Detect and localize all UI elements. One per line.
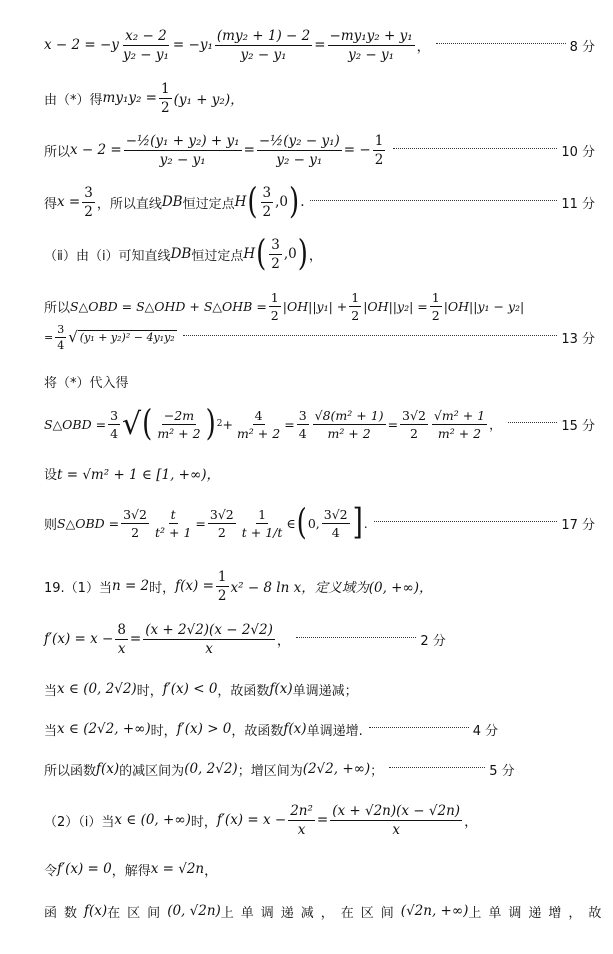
equation-line-1: x − 2 = −y $\frac{\text{x₂ − 2}}{\text{y₂ − y₁}}$ = −y₁ $\frac{\text{(my₂ + 1) − 2}}{\text{y₂ − y₁}}$ = $\frac{\text{−my₁y₂ + y₁}}{\text{y₂ − y₁}}$ ， 8 分 (44, 27, 595, 63)
leader-dots (296, 637, 416, 638)
expr: = (129, 631, 142, 647)
text: 得 (44, 196, 58, 212)
expr: (y₁ + y₂)， (173, 92, 244, 108)
expr: x ∈ (2√2, +∞) (57, 721, 151, 737)
fraction: $\frac{3√2}{2}$ (209, 506, 234, 540)
text: （ⅱ）由（ⅰ）可知直线 (44, 248, 171, 264)
equation-line-12 (44, 566, 595, 606)
expr: f(x) (269, 681, 293, 697)
fraction: $\frac{3√2}{2}$ (123, 506, 147, 540)
text: 令 (44, 863, 58, 879)
equation-line-13 (44, 614, 595, 664)
fraction: $\frac{\text{√m² + 1}}{\text{m² + 2}}$ (433, 407, 486, 441)
text: 恒过定点 (182, 196, 235, 212)
expr: |OH||y₁ − y₂| (443, 298, 525, 314)
equation-line-19 (44, 896, 609, 926)
text: 单调递增. (306, 723, 363, 739)
fraction: $\frac{(x + √2n)(x - √2n)}{x}$ (332, 802, 461, 838)
fraction: $\frac{4}{\text{m² + 2}}$ (236, 407, 281, 441)
fraction: $\frac{3}{2}$ (84, 184, 93, 220)
equation-line-2 (44, 80, 595, 116)
expr: x ∈ (0, +∞) (114, 812, 191, 828)
punct: ， (416, 39, 431, 55)
equation-line-15 (44, 716, 595, 742)
expr: f′(x) > 0 (176, 721, 232, 737)
text: ；增区间为 (237, 763, 303, 779)
text: 所以 (44, 300, 71, 316)
expr: = − (343, 142, 371, 158)
expr: = (284, 416, 295, 432)
fraction: $\frac{1}{2}$ (431, 289, 440, 323)
fraction: $\frac{1}{2}$ (161, 80, 170, 116)
punct: . (300, 194, 305, 210)
fraction: $\frac{\text{2n²}}{x}$ (290, 802, 313, 838)
expr: |OH||y₂| = (363, 298, 428, 314)
expr: t = √m² + 1 ∈ [1, +∞)， (57, 467, 220, 483)
leader-dots (436, 43, 565, 44)
score-mark: 17 分 (561, 517, 595, 533)
fraction: $\frac{1}{2}$ (374, 132, 384, 168)
expr: DB (161, 194, 183, 210)
equation-line-16 (44, 756, 595, 782)
expr: f′(x) = x − (216, 812, 287, 828)
expr: x − 2 = −y (44, 37, 119, 53)
expr: x ∈ (0, 2√2) (57, 681, 137, 697)
punct: ， (276, 633, 291, 649)
expr: (0, 2√2) (184, 761, 238, 777)
text: 时， (150, 723, 177, 739)
expr: ,0 (283, 246, 297, 262)
leader-dots (393, 148, 557, 149)
fraction: $\frac{3}{4}$ (298, 407, 307, 441)
expr: ∈ (286, 515, 296, 531)
text: 设 (44, 467, 58, 483)
expr: H (234, 194, 247, 210)
text: 19.（1）当 (44, 580, 112, 596)
equation-line-10 (44, 460, 595, 486)
expr: n = 2 (111, 578, 150, 594)
text: ； (370, 763, 384, 779)
expr: = (44, 330, 54, 344)
text: 上单调递增，故 (468, 905, 609, 921)
expr: f(x) = (175, 578, 214, 594)
leader-dots (369, 727, 469, 728)
fraction: $\frac{\text{(my₂ + 1) − 2}}{\text{y₂ − y₁}}$ (216, 27, 311, 63)
expr: f′(x) = 0 (57, 861, 112, 877)
text: 当 (44, 723, 58, 739)
expr: (√2n, +∞) (400, 903, 469, 919)
text: 由（*）得 (44, 92, 103, 108)
text: 时， (136, 683, 163, 699)
expr: f(x) (283, 721, 307, 737)
text: 的减区间为 (119, 763, 185, 779)
score-mark: 8 分 (569, 39, 595, 55)
equation-line-5: （ⅱ）由（ⅰ）可知直线 DB 恒过定点 H ( $\frac{3}{2}$ ,0 ) ， (44, 233, 323, 275)
leader-dots (389, 767, 485, 768)
score-mark: 5 分 (489, 763, 515, 779)
fraction: $\frac{\text{−my₁y₂ + y₁}}{\text{y₂ − y₁}}$ (329, 27, 413, 63)
text: 则 (44, 517, 58, 533)
expr: = (387, 416, 399, 432)
score-mark: 15 分 (561, 418, 595, 434)
equation-line-4: 得 x = $\frac{3}{2}$ ，所以直线 DB 恒过定点 H ( $\frac{3}{2}$ ,0 ) . 11 分 (44, 181, 595, 223)
expr: x − 2 = (70, 142, 122, 158)
equation-line-6 (44, 288, 595, 324)
fraction: $\frac{3}{2}$ (271, 236, 280, 272)
expr: f(x) (96, 761, 120, 777)
leader-dots (310, 200, 557, 201)
punct: ， (464, 814, 478, 830)
leader-dots (508, 422, 558, 423)
punct: ， (308, 248, 323, 264)
equation-line-9: S△OBD = $\frac{3}{4}$ √ ( $\frac{-2m}{\text{m² + 2}}$ ) 2 + $\frac{4}{\text{m² + 2}}$ = $\frac{3}{4}$ $\frac{\text{√8(m² + 1)}}{\text{m² + 2}}$ = $\frac{3√2}{2}$ $\frac{\text{√m² + 1}}{\text{m² + 2}}$ ， 15 分 (44, 403, 595, 445)
text: 当 (44, 683, 58, 699)
fraction: $\frac{-2m}{\text{m² + 2}}$ (157, 407, 201, 441)
expr: H (243, 246, 256, 262)
expr: = (195, 515, 206, 531)
expr: 0, (307, 515, 320, 531)
expr: x² − 8 ln x，定义域为(0, +∞)， (230, 580, 433, 596)
fraction: $\frac{3√2}{4}$ (323, 506, 348, 540)
fraction: $\frac{3}{2}$ (262, 184, 272, 220)
equation-line-18 (44, 856, 595, 882)
text: 单调递减； (292, 683, 358, 699)
fraction: $\frac{\text{−½(y₁ + y₂) + y₁}}{\text{y₂ − y₁}}$ (125, 132, 240, 168)
punct: . (363, 515, 368, 531)
text: 将（*）代入得 (44, 375, 129, 391)
fraction: $\frac{3}{4}$ (57, 322, 65, 352)
equation-line-3: 所以 x − 2 = $\frac{\text{−½(y₁ + y₂) + y₁}}{\text{y₂ − y₁}}$ = $\frac{\text{−½(y₂ − y₁)}}{\text{y₂ − y₁}}$ = − $\frac{1}{2}$ 10 分 (44, 132, 595, 168)
expr: = (316, 812, 329, 828)
expr: f(x) (84, 903, 108, 919)
expr: |OH||y₁| + (282, 298, 348, 314)
fraction: $\frac{\text{√8(m² + 1)}}{\text{m² + 2}}$ (314, 407, 384, 441)
expr: S△OBD = (57, 515, 120, 531)
expr: x = (57, 194, 81, 210)
text: 恒过定点 (191, 248, 244, 264)
text: 函数 (44, 905, 85, 921)
score-mark: 11 分 (561, 196, 595, 212)
equation-line-7: = $\frac{3}{4}$ √ (y₁ + y₂)² − 4y₁y₂ 13 分 (44, 322, 595, 352)
fraction: $\frac{3√2}{2}$ (402, 407, 426, 441)
fraction: $\frac{\text{−½(y₂ − y₁)}}{\text{y₂ − y₁}}$ (258, 132, 340, 168)
text: ，所以直线 (96, 196, 162, 212)
expr: f′(x) < 0 (162, 681, 218, 697)
text: 时， (190, 814, 217, 830)
fraction: $\frac{8}{x}$ (117, 621, 126, 657)
punct: ， (204, 863, 218, 879)
equation-line-11: 则 S△OBD = $\frac{3√2}{2}$ $\frac{t}{\text{t² + 1}}$ = $\frac{3√2}{2}$ $\frac{1}{t + 1/t}$ ∈ ( 0, $\frac{3√2}{4}$ ] . 17 分 (44, 502, 595, 544)
score-mark: 13 分 (561, 331, 595, 347)
expr: S△OBD = S△OHD + S△OHB = (70, 298, 267, 314)
text: ，解得 (111, 863, 151, 879)
expr: DB (170, 246, 192, 262)
expr: (0, √2n) (167, 903, 221, 919)
equation-line-17 (44, 796, 595, 844)
expr: + (222, 416, 233, 432)
text: 所以函数 (44, 763, 97, 779)
expr: my₁y₂ = (102, 90, 157, 106)
radical: (y₁ + y₂)² − 4y₁y₂ (79, 331, 175, 344)
text: ，故函数 (231, 723, 284, 739)
text: ，故函数 (217, 683, 270, 699)
expr: (2√2, +∞) (302, 761, 371, 777)
expr: f′(x) = x − (44, 631, 114, 647)
expr: = −y₁ (172, 37, 213, 53)
score-mark: 4 分 (472, 723, 499, 739)
leader-dots (183, 335, 558, 336)
text: 时， (149, 580, 176, 596)
text: （2）（ⅰ）当 (44, 814, 115, 830)
leader-dots (374, 521, 558, 522)
text-line-8 (44, 370, 595, 392)
equation-line-14 (44, 676, 595, 702)
text: 在区间 (107, 905, 168, 921)
text: 上单调递减，在区间 (220, 905, 401, 921)
text: 所以 (44, 144, 71, 160)
score-mark: 2 分 (420, 633, 446, 649)
fraction: $\frac{\text{x₂ − 2}}{\text{y₂ − y₁}}$ (122, 27, 169, 63)
fraction: $\frac{1}{2}$ (270, 289, 279, 323)
fraction: $\frac{t}{\text{t² + 1}}$ (154, 506, 192, 540)
score-mark: 10 分 (561, 144, 595, 160)
expr: x = √2n (150, 861, 205, 877)
fraction: $\frac{3}{4}$ (110, 407, 119, 441)
fraction: $\frac{1}{2}$ (217, 568, 227, 604)
expr: ,0 (275, 194, 289, 210)
fraction: $\frac{1}{t + 1/t}$ (241, 506, 283, 540)
expr: S△OBD = (44, 416, 107, 432)
punct: ， (489, 417, 502, 432)
fraction: $\frac{(x + 2√2)(x - 2√2)}{x}$ (145, 621, 273, 657)
fraction: $\frac{1}{2}$ (351, 289, 360, 323)
